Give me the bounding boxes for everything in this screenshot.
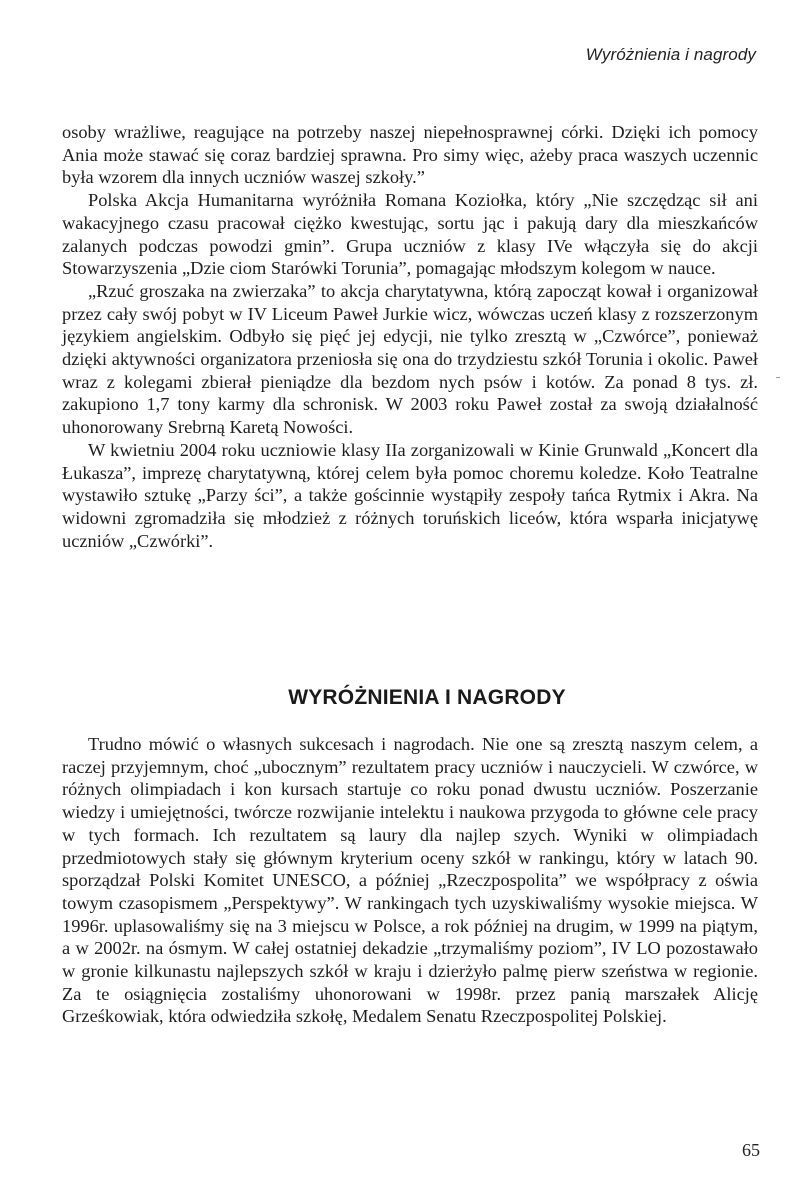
text-line: nych psów i kotów. Za ponad 8 tys. zł. zakupiono 1,7 tony karmy dla: [62, 371, 758, 415]
text-line: pracy uczniów i nauczycieli. W czwórce, w różnych olimpiadach i kon: [62, 756, 759, 800]
paragraph-humanitarian-action: [62, 189, 758, 280]
text-line: „Rzuć groszaka na zwierzaka” to akcja charytatywna, którą zapocząt: [88, 280, 602, 301]
text-line: dzięki aktywności organizatora przeniosła się ona do trzydziestu szkół: [62, 349, 586, 370]
paragraph-charity-campaign: [62, 280, 758, 439]
text-line: szeństwa w regionie. Za te osiągnięcia zostaliśmy uhonorowani w 1998r.: [62, 961, 758, 1004]
paragraph-awards: [62, 733, 758, 1028]
text-line: naszym celem, a raczej przyjemnym, choć „ubocznym” rezultatem: [62, 734, 758, 777]
text-line: Polska Akcja Humanitarna wyróżniła Romana Koziołka, który „Nie: [88, 190, 627, 211]
text-line: jąc i pakują dary dla mieszkańców zalanych podczas powodzi gmin”.: [62, 212, 758, 256]
text-line: kursach startuje co roku ponad dwustu uczniów. Poszerzanie wiedzy: [62, 779, 758, 823]
paragraph-concert: [62, 439, 758, 553]
text-line: szczędząc sił ani wakacyjnego czasu pracował ciężko kwestując, sortu: [62, 190, 758, 233]
text-line: Medalem Senatu Rzeczpospolitej Polskiej.: [352, 1006, 667, 1027]
text-line: W kwietniu 2004 roku uczniowie klasy IIa zorganizowali w Kinie: [88, 439, 585, 460]
text-line: w gronie kilkunastu najlepszych szkół w kraju i dzierżyło palmę pierw: [62, 961, 596, 982]
text-line: Trudno mówić o własnych sukcesach i nagrodach. Nie one są zresztą: [88, 734, 631, 754]
text-line: towym czasopismem „Perspektywy”. W rankingach tych uzyskiwaliśmy: [62, 892, 608, 913]
running-header: Wyróżnienia i nagrody: [585, 45, 756, 64]
text-line: wysokie miejsca. W 1996r. uplasowaliśmy się na 3 miejscu w Polsce,: [62, 892, 758, 936]
text-line: Grunwald „Koncert dla Łukasza”, imprezę charytatywną, której celem: [62, 439, 758, 483]
text-line: kował i organizował przez cały swój pobyt w IV Liceum Paweł Jurkie: [62, 280, 758, 324]
text-line: Grupa uczniów z klasy IVe włączyła się do akcji Stowarzyszenia „Dzie: [62, 235, 758, 279]
text-line: widowni zgromadziła się młodzież z różnych toruńskich liceów, która: [62, 507, 616, 528]
text-line: W całej ostatniej dekadzie „trzymaliśmy poziom”, IV LO pozostawało: [232, 938, 758, 959]
text-line: a rok później na drugim, w 1999 na piątym, a w 2002r. na ósmym.: [62, 915, 759, 959]
text-line: Komitet UNESCO, a później „Rzeczpospolita” we współpracy z oświa: [203, 870, 758, 891]
text-line: uczniów waszej szkoły.”: [243, 167, 425, 188]
text-line: ciom Starówki Torunia”, pomagając młodszym kolegom w nauce.: [229, 258, 716, 279]
text-line: ści”, a także gościnnie wystąpiły zespoły tańca Rytmix i Akra. Na: [254, 485, 758, 506]
text-line: była pomoc choremu koledze. Koło Teatralne wystawiło sztukę „Parzy: [62, 462, 758, 506]
text-line: Dzięki ich pomocy Ania może stawać się coraz bardziej sprawna. Pro: [62, 122, 758, 165]
body-block-section: [62, 733, 758, 1028]
section-heading: WYRÓŻNIENIA I NAGRODY: [288, 686, 566, 709]
text-line: schronisk. W 2003 roku Paweł został za swoją działalność uhonorowany: [62, 394, 758, 438]
text-line: simy więc, ażeby praca waszych uczennic była wzorem dla innych: [62, 144, 758, 188]
text-line: główne cele pracy w tych formach. Ich rezultatem są laury dla najlep: [62, 802, 758, 845]
text-line: Srebrną Karetą Nowości.: [167, 417, 354, 438]
text-line: i umiejętności, twórcze rozwijanie intelektu i naukowa przygoda to: [120, 802, 624, 823]
text-line: wicz, wówczas uczeń klasy z rozszerzonym językiem angielskim.: [62, 303, 758, 347]
text-line: Torunia i okolic. Paweł wraz z kolegami zbierał pieniądze dla bezdom: [62, 349, 759, 392]
text-line: Odbyło się pięć jej edycji, nie tylko zresztą w „Czwórce”, ponieważ: [229, 326, 758, 347]
text-line: przez panią marszałek Alicję Grześkowiak, która odwiedziła szkołę,: [62, 983, 758, 1027]
text-line: kryterium oceny szkół w rankingu, który w latach 90. sporządzał Polski: [62, 847, 759, 891]
text-line: osoby wrażliwe, reagujące na potrzeby naszej niepełnosprawnej córki.: [62, 122, 612, 142]
text-line: szych. Wyniki w olimpiadach przedmiotowych stały się głównym: [62, 824, 758, 868]
speck-mark: [776, 377, 780, 378]
paragraph-continued: [62, 121, 758, 189]
text-line: wsparła inicjatywę uczniów „Czwórki”.: [62, 507, 758, 551]
body-block-top: [62, 121, 758, 552]
page-number: 65: [742, 1140, 760, 1160]
